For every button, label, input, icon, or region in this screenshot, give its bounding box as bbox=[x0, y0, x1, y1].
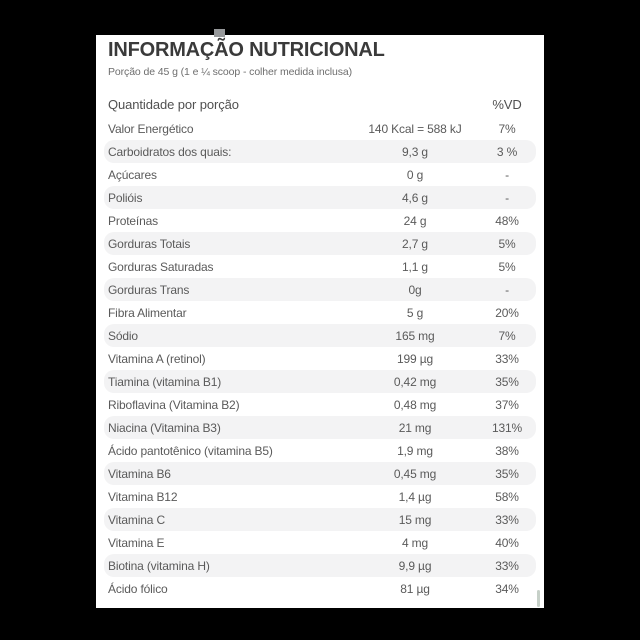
nutrient-daily-value: 20% bbox=[495, 305, 519, 320]
nutrient-daily-value: 34% bbox=[495, 581, 519, 596]
nutrient-label: Biotina (vitamina H) bbox=[108, 558, 210, 573]
table-row bbox=[104, 370, 536, 393]
nutrient-label: Sódio bbox=[108, 328, 138, 343]
nutrient-label: Carboidratos dos quais: bbox=[108, 144, 232, 159]
nutrient-amount: 9,9 µg bbox=[398, 558, 432, 573]
nutrient-daily-value: 7% bbox=[498, 121, 516, 136]
table-row bbox=[104, 554, 536, 577]
nutrient-amount: 165 mg bbox=[395, 328, 435, 343]
table-row bbox=[104, 255, 536, 278]
nutrient-amount: 1,4 µg bbox=[398, 489, 432, 504]
table-row bbox=[104, 508, 536, 531]
table-row bbox=[104, 163, 536, 186]
nutrient-daily-value: 3 % bbox=[496, 144, 518, 159]
nutrient-label: Tiamina (vitamina B1) bbox=[108, 374, 222, 389]
nutrient-daily-value: 35% bbox=[495, 374, 519, 389]
nutrition-label-card bbox=[96, 35, 544, 608]
nutrient-daily-value: 37% bbox=[495, 397, 519, 412]
nutrient-label: Proteínas bbox=[108, 213, 159, 228]
nutrient-label: Gorduras Totais bbox=[108, 236, 191, 251]
nutrient-daily-value: 7% bbox=[498, 328, 516, 343]
nutrient-label: Riboflavina (Vitamina B2) bbox=[108, 397, 240, 412]
nutrient-daily-value: 48% bbox=[495, 213, 519, 228]
table-row bbox=[104, 416, 536, 439]
nutrient-amount: 21 mg bbox=[398, 420, 432, 435]
nutrient-daily-value: - bbox=[505, 190, 509, 205]
nutrient-daily-value: 5% bbox=[498, 259, 516, 274]
nutrient-label: Vitamina E bbox=[108, 535, 165, 550]
nutrient-amount: 9,3 g bbox=[402, 144, 428, 159]
nutrition-title: INFORMAÇÃO NUTRICIONAL bbox=[108, 39, 385, 61]
nutrient-daily-value: 35% bbox=[495, 466, 519, 481]
nutrient-amount: 0,45 mg bbox=[393, 466, 437, 481]
nutrient-label: Polióis bbox=[108, 190, 143, 205]
table-row bbox=[104, 301, 536, 324]
nutrient-daily-value: 38% bbox=[495, 443, 519, 458]
nutrient-daily-value: 40% bbox=[495, 535, 519, 550]
table-row bbox=[104, 462, 536, 485]
nutrient-amount: 4,6 g bbox=[402, 190, 428, 205]
nutrient-amount: 140 Kcal = 588 kJ bbox=[368, 121, 462, 136]
nutrient-amount: 4 mg bbox=[401, 535, 429, 550]
daily-value-column-header: %VD bbox=[492, 97, 522, 112]
nutrient-amount: 5 g bbox=[406, 305, 424, 320]
table-row bbox=[104, 186, 536, 209]
nutrient-daily-value: - bbox=[505, 167, 509, 182]
nutrient-amount: 0 g bbox=[406, 167, 424, 182]
table-row bbox=[104, 531, 536, 554]
nutrient-amount: 0g bbox=[408, 282, 422, 297]
nutrient-amount: 0,48 mg bbox=[393, 397, 437, 412]
nutrient-amount: 24 g bbox=[403, 213, 427, 228]
nutrient-label: Ácido pantotênico (vitamina B5) bbox=[108, 443, 273, 458]
nutrient-label: Ácido fólico bbox=[108, 581, 168, 596]
top-tab-mark bbox=[214, 29, 225, 37]
nutrition-table bbox=[104, 117, 536, 600]
serving-size-text: Porção de 45 g (1 e ¼ scoop - colher medida inclusa) bbox=[108, 66, 353, 78]
nutrient-amount: 1,9 mg bbox=[397, 443, 433, 458]
nutrient-label: Açúcares bbox=[108, 167, 157, 182]
nutrient-label: Valor Energético bbox=[108, 121, 194, 136]
nutrient-label: Fibra Alimentar bbox=[108, 305, 187, 320]
table-row bbox=[104, 140, 536, 163]
table-row bbox=[104, 347, 536, 370]
nutrient-label: Gorduras Saturadas bbox=[108, 259, 214, 274]
nutrient-label: Vitamina B6 bbox=[108, 466, 171, 481]
table-row bbox=[104, 209, 536, 232]
nutrient-amount: 81 µg bbox=[400, 581, 430, 596]
nutrient-daily-value: 58% bbox=[495, 489, 519, 504]
table-row bbox=[104, 117, 536, 140]
table-row bbox=[104, 577, 536, 600]
nutrient-daily-value: 33% bbox=[495, 558, 519, 573]
table-row bbox=[104, 439, 536, 462]
table-row bbox=[104, 485, 536, 508]
nutrient-daily-value: - bbox=[505, 282, 509, 297]
nutrient-daily-value: 5% bbox=[498, 236, 516, 251]
scrollbar-thumb[interactable] bbox=[537, 590, 540, 607]
nutrient-label: Vitamina A (retinol) bbox=[108, 351, 206, 366]
nutrient-label: Niacina (Vitamina B3) bbox=[108, 420, 221, 435]
nutrient-daily-value: 33% bbox=[495, 512, 519, 527]
nutrient-label: Gorduras Trans bbox=[108, 282, 190, 297]
nutrient-amount: 0,42 mg bbox=[393, 374, 437, 389]
table-row bbox=[104, 393, 536, 416]
table-header-row bbox=[104, 97, 536, 112]
nutrient-label: Vitamina C bbox=[108, 512, 165, 527]
nutrient-amount: 1,1 g bbox=[402, 259, 428, 274]
table-row bbox=[104, 232, 536, 255]
table-row bbox=[104, 324, 536, 347]
table-row bbox=[104, 278, 536, 301]
nutrient-amount: 199 µg bbox=[396, 351, 434, 366]
nutrient-label: Vitamina B12 bbox=[108, 489, 178, 504]
nutrient-daily-value: 33% bbox=[495, 351, 519, 366]
nutrient-amount: 2,7 g bbox=[402, 236, 428, 251]
nutrient-daily-value: 131% bbox=[491, 420, 523, 435]
nutrient-amount: 15 mg bbox=[398, 512, 432, 527]
quantity-column-header: Quantidade por porção bbox=[108, 97, 239, 112]
